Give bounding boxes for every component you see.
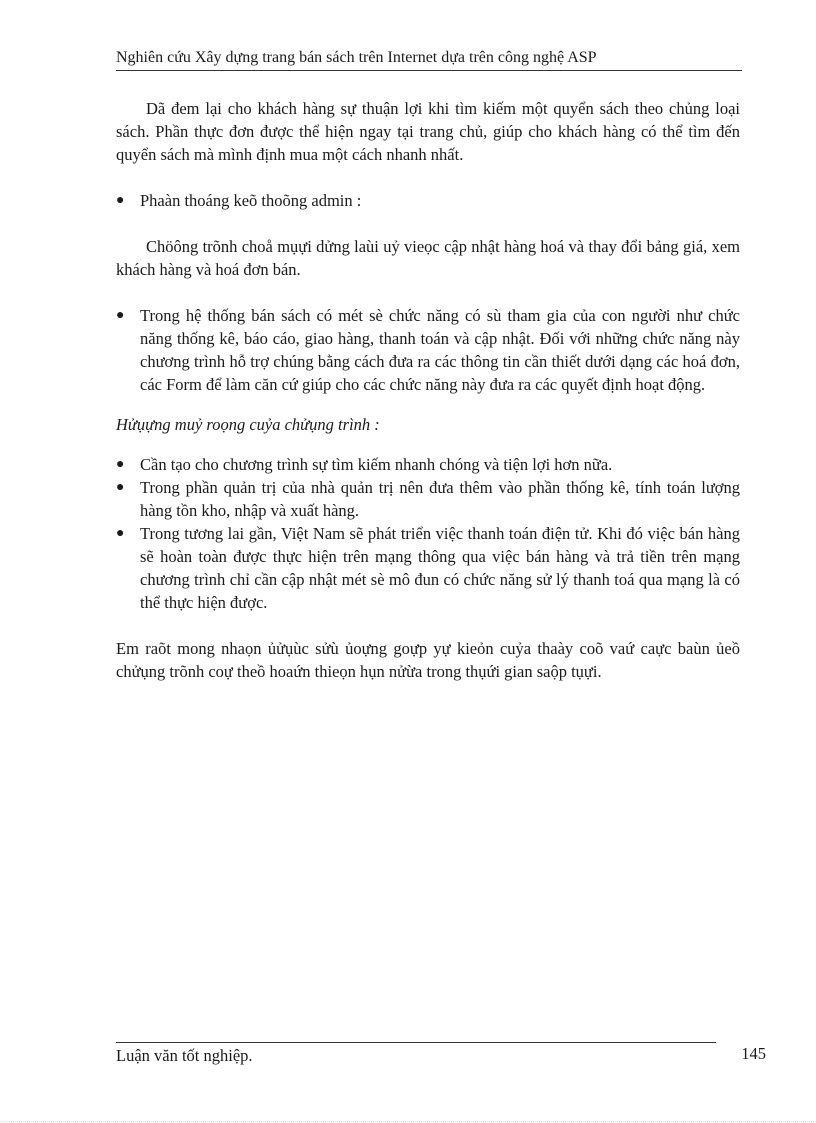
footer-label: Luận văn tốt nghiệp. [116, 1046, 253, 1065]
footer-divider [116, 1042, 716, 1043]
system-bullet-item [116, 304, 740, 396]
system-bullet-text: Trong hệ thống bán sách có mét sè chức năng có sù tham gia của con người như chức năng thống kê, báo cáo, giao hàng, thanh toán và cập nhật. Đối với những chức năng này chương trình hỗ trợ chúng bằng cách đưa ra các thông tin cần thiết dưới dạng các hoá đơn, các Form để làm căn cứ giúp cho các chức năng này đưa ra các quyết định hoạt động. [140, 306, 740, 394]
closing-paragraph: Em raõt mong nhaọn ủửụùc sửù ủoựng goựp yự kieỏn cuỷa thaày coõ vaứ caực baùn ủeồ chửụng trõnh coự theồ hoaứn thieọn hụn nửừa trong thụứi gian saộp tụựi. [116, 639, 740, 681]
list-item-text: Trong tương lai gần, Việt Nam sẽ phát triển việc thanh toán điện tử. Khi đó việc bán hàng sẽ hoàn toàn được thực hiện trên mạng thông qua việc bán hàng và trả tiền trên mạng chương trình chỉ cần cập nhật mét sè mô đun có chức năng sử lý thanh toá qua mạng là có thể thực hiện được. [140, 524, 740, 612]
list-item [116, 453, 740, 476]
bullet-icon: ● [116, 193, 125, 208]
running-header: Nghiên cứu Xây dựng trang bán sách trên Internet dựa trên công nghệ ASP [116, 49, 597, 66]
list-item [116, 522, 740, 614]
expansion-heading: Hửụựng muỷ roọng cuỷa chửụng trình : [116, 415, 380, 434]
expansion-list [116, 453, 740, 614]
page-content [116, 97, 740, 683]
page-edge [0, 1121, 816, 1122]
intro-paragraph: Dã đem lại cho khách hàng sự thuận lợi khi tìm kiếm một quyển sách theo chủng loại sách. Phần thực đơn được thể hiện ngay tại trang chủ, giúp cho khách hàng có thể tìm đến quyển sách mà mình định mua một cách nhanh nhất. [116, 99, 740, 164]
admin-heading: Phaàn thoáng keõ thoõng admin : [140, 191, 362, 210]
header-divider [116, 70, 742, 71]
list-item [116, 476, 740, 522]
bullet-icon: ● [116, 308, 125, 323]
page-number: 145 [741, 1044, 766, 1063]
list-item-text: Cần tạo cho chương trình sự tìm kiếm nhanh chóng và tiện lợi hơn nữa. [140, 455, 613, 474]
bullet-icon: ● [116, 480, 125, 495]
admin-heading-item [116, 189, 740, 212]
list-item-text: Trong phần quản trị của nhà quản trị nên đưa thêm vào phần thống kê, tính toán lượng hàng tồn kho, nhập và xuất hàng. [140, 478, 740, 520]
admin-paragraph: Chöông trõnh choå mụựi dửng laùi uỷ vieọc cập nhật hàng hoá và thay đổi bảng giá, xem khách hàng và hoá đơn bán. [116, 237, 740, 279]
bullet-icon: ● [116, 457, 125, 472]
bullet-icon: ● [116, 526, 125, 541]
